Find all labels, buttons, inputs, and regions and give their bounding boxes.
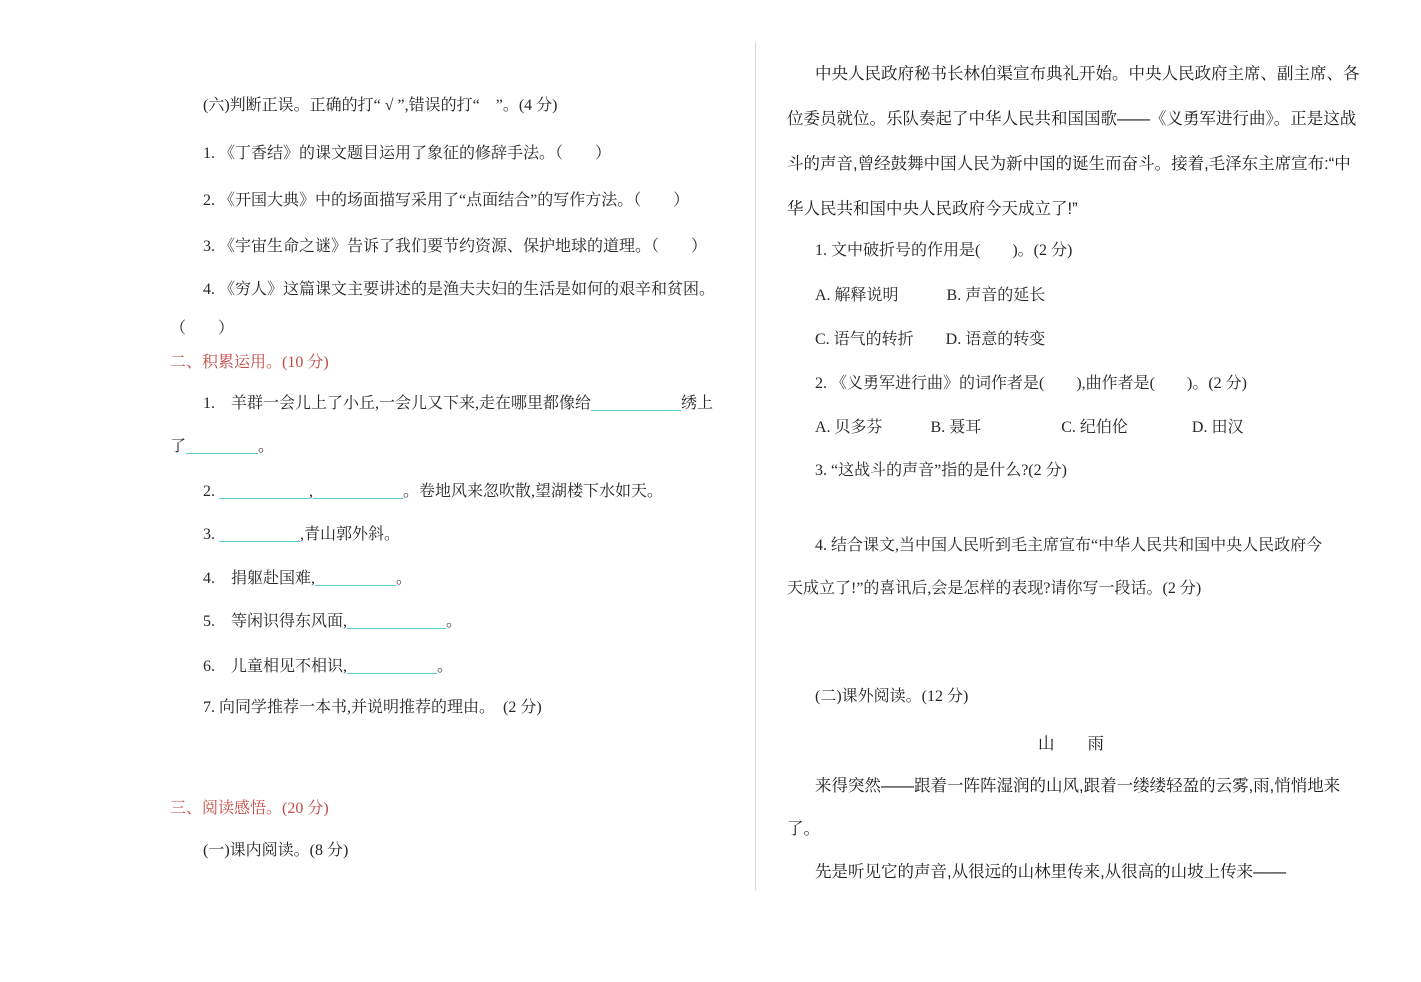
fill-in-blank-line	[186, 438, 258, 454]
question-2-options: A. 贝多芬 B. 聂耳 C. 纪伯伦 D. 田汉	[815, 419, 1244, 436]
question-4-line-1: 4. 结合课文,当中国人民听到毛主席宣布“中华人民共和国中央人民政府今	[815, 537, 1323, 554]
fill-item-5: 5. 等闲识得东风面, 。	[203, 613, 463, 630]
question-1-options-ab: A. 解释说明 B. 声音的延长	[815, 287, 1046, 304]
question-1: 1. 文中破折号的作用是( )。(2 分)	[815, 242, 1073, 259]
left-column	[170, 0, 742, 982]
judge-item-4-answer-parens: （ ）	[170, 320, 235, 337]
fill-item-1-line-1: 1. 羊群一会儿上了小丘,一会儿又下来,走在哪里都像给 绣上	[203, 395, 714, 412]
passage-line-3: 斗的声音,曾经鼓舞中国人民为新中国的诞生而奋斗。接着,毛泽东主席宣布:“中	[787, 155, 1351, 173]
right-column	[787, 0, 1360, 982]
fill-in-blank-line	[315, 570, 396, 586]
reading-part-2-heading: (二)课外阅读。(12 分)	[815, 688, 969, 705]
fill-item-1-line-2: 了 。	[170, 438, 275, 455]
judge-item-1: 1. 《丁香结》的课文题目运用了象征的修辞手法。（ ）	[203, 145, 612, 162]
fill-in-blank-line	[347, 613, 446, 629]
passage-line-4: 华人民共和国中央人民政府今天成立了!”	[787, 200, 1078, 218]
rain-passage-line-1: 来得突然——跟着一阵阵湿润的山风,跟着一缕缕轻盈的云雾,雨,悄悄地来	[815, 777, 1341, 795]
judge-item-4: 4. 《穷人》这篇课文主要讲述的是渔夫夫妇的生活是如何的艰辛和贫困。	[203, 281, 716, 298]
column-divider	[755, 42, 756, 890]
fill-item-2: 2. , 。卷地风来忽吹散,望湖楼下水如天。	[203, 483, 664, 500]
fill-item-7: 7. 向同学推荐一本书,并说明推荐的理由。 (2 分)	[203, 699, 542, 716]
section-heading-2: 二、积累运用。(10 分)	[170, 354, 329, 371]
fill-item-3: 3. ,青山郭外斜。	[203, 526, 401, 543]
fill-in-blank-line	[219, 483, 309, 499]
question-4-line-2: 天成立了!”的喜讯后,会是怎样的表现?请你写一段话。(2 分)	[787, 580, 1202, 597]
question-2: 2. 《义勇军进行曲》的词作者是( ),曲作者是( )。(2 分)	[815, 375, 1247, 392]
passage-line-1: 中央人民政府秘书长林伯渠宣布典礼开始。中央人民政府主席、副主席、各	[815, 65, 1360, 83]
rain-passage-line-2: 了。	[787, 820, 820, 838]
passage-title-mountain-rain: 山 雨	[1038, 735, 1104, 753]
fill-in-blank-line	[313, 483, 403, 499]
judge-item-3: 3. 《宇宙生命之谜》告诉了我们要节约资源、保护地球的道理。（ ）	[203, 238, 708, 255]
fill-in-blank-line	[591, 395, 681, 411]
fill-item-6: 6. 儿童相见不相识, 。	[203, 658, 454, 675]
rain-passage-line-3: 先是听见它的声音,从很远的山林里传来,从很高的山坡上传来——	[815, 863, 1287, 881]
fill-in-blank-line	[219, 526, 300, 542]
judge-section-heading: (六)判断正误。正确的打“ √ ”,错误的打“ ”。(4 分)	[203, 97, 558, 114]
fill-in-blank-line	[347, 658, 437, 674]
section-heading-3: 三、阅读感悟。(20 分)	[170, 800, 329, 817]
question-3: 3. “这战斗的声音”指的是什么?(2 分)	[815, 462, 1067, 479]
fill-item-4: 4. 捐躯赴国难, 。	[203, 570, 413, 587]
judge-item-2: 2. 《开国大典》中的场面描写采用了“点面结合”的写作方法。（ ）	[203, 192, 690, 209]
question-1-options-cd: C. 语气的转折 D. 语意的转变	[815, 331, 1046, 348]
passage-line-2: 位委员就位。乐队奏起了中华人民共和国国歌——《义勇军进行曲》。正是这战	[787, 110, 1357, 128]
reading-part-1-heading: (一)课内阅读。(8 分)	[203, 842, 349, 859]
